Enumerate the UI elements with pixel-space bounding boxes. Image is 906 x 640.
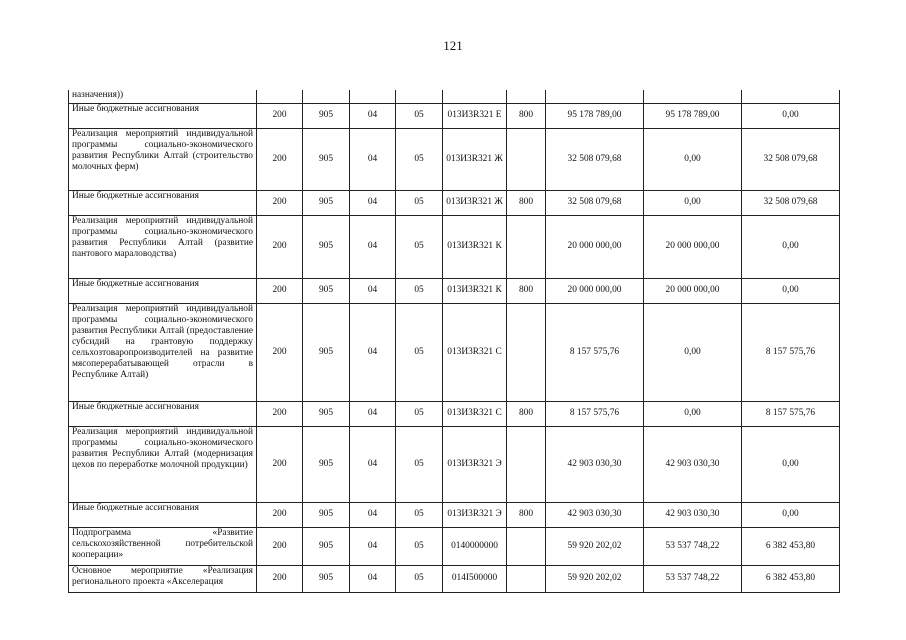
cell-pr: 05 bbox=[396, 215, 443, 278]
cell-total: 8 157 575,76 bbox=[546, 303, 644, 401]
cell-vr bbox=[507, 215, 546, 278]
cell-rz: 04 bbox=[350, 215, 396, 278]
cell-ved: 905 bbox=[303, 190, 350, 215]
cell-name: Подпрограмма «Развитие сельскохозяйственной потребительской кооперации» bbox=[69, 527, 257, 565]
cell-vr bbox=[507, 303, 546, 401]
cell-total: 42 903 030,30 bbox=[546, 502, 644, 527]
table-row bbox=[69, 426, 840, 502]
cell-admin: 200 bbox=[257, 527, 303, 565]
cell-total: 8 157 575,76 bbox=[546, 401, 644, 426]
cell-vr bbox=[507, 527, 546, 565]
cell-admin: 200 bbox=[257, 565, 303, 592]
cell-name: назначения)) bbox=[69, 90, 257, 103]
table-row bbox=[69, 90, 840, 103]
cell-ved: 905 bbox=[303, 128, 350, 190]
cell-csr: 013И3R321 Э bbox=[443, 426, 507, 502]
cell-admin: 200 bbox=[257, 103, 303, 128]
cell-ved: 905 bbox=[303, 527, 350, 565]
cell-amount-1: 42 903 030,30 bbox=[644, 502, 742, 527]
cell-total: 20 000 000,00 bbox=[546, 278, 644, 303]
cell-total: 20 000 000,00 bbox=[546, 215, 644, 278]
cell-csr: 013И3R321 Е bbox=[443, 103, 507, 128]
cell-ved: 905 bbox=[303, 565, 350, 592]
cell-amount-1: 20 000 000,00 bbox=[644, 215, 742, 278]
cell-pr bbox=[396, 90, 443, 103]
cell-rz: 04 bbox=[350, 103, 396, 128]
cell-rz: 04 bbox=[350, 190, 396, 215]
cell-vr: 800 bbox=[507, 103, 546, 128]
cell-amount-2: 6 382 453,80 bbox=[742, 565, 840, 592]
table-row bbox=[69, 527, 840, 565]
cell-amount-2: 32 508 079,68 bbox=[742, 190, 840, 215]
cell-vr bbox=[507, 426, 546, 502]
cell-csr: 013И3R321 К bbox=[443, 278, 507, 303]
cell-pr: 05 bbox=[396, 190, 443, 215]
table-body bbox=[69, 90, 840, 592]
cell-csr: 014I500000 bbox=[443, 565, 507, 592]
cell-pr: 05 bbox=[396, 278, 443, 303]
cell-amount-1: 53 537 748,22 bbox=[644, 565, 742, 592]
table-row bbox=[69, 401, 840, 426]
cell-amount-2: 8 157 575,76 bbox=[742, 303, 840, 401]
cell-rz: 04 bbox=[350, 426, 396, 502]
cell-name: Реализация мероприятий индивидуальной программы социально-экономического развития Республики Алтай (предоставление субсидий на грантовую поддержку сельхозтоваропроизводителей на развитие мясоперерабатывающей отрасли в Республике Алтай) bbox=[69, 303, 257, 401]
cell-amount-2: 0,00 bbox=[742, 215, 840, 278]
cell-amount-2: 0,00 bbox=[742, 426, 840, 502]
cell-name: Иные бюджетные ассигнования bbox=[69, 190, 257, 215]
cell-csr: 013И3R321 С bbox=[443, 401, 507, 426]
cell-pr: 05 bbox=[396, 527, 443, 565]
cell-name: Иные бюджетные ассигнования bbox=[69, 401, 257, 426]
cell-csr: 013И3R321 Э bbox=[443, 502, 507, 527]
cell-pr: 05 bbox=[396, 502, 443, 527]
cell-amount-2: 0,00 bbox=[742, 103, 840, 128]
cell-total: 59 920 202,02 bbox=[546, 527, 644, 565]
cell-admin: 200 bbox=[257, 278, 303, 303]
cell-vr bbox=[507, 128, 546, 190]
table-row bbox=[69, 190, 840, 215]
cell-csr: 013И3R321 К bbox=[443, 215, 507, 278]
cell-pr: 05 bbox=[396, 401, 443, 426]
cell-rz: 04 bbox=[350, 128, 396, 190]
cell-ved: 905 bbox=[303, 426, 350, 502]
cell-ved: 905 bbox=[303, 103, 350, 128]
cell-amount-1: 95 178 789,00 bbox=[644, 103, 742, 128]
cell-vr bbox=[507, 90, 546, 103]
cell-admin: 200 bbox=[257, 401, 303, 426]
cell-csr: 013И3R321 С bbox=[443, 303, 507, 401]
cell-amount-1: 42 903 030,30 bbox=[644, 426, 742, 502]
cell-pr: 05 bbox=[396, 303, 443, 401]
cell-admin: 200 bbox=[257, 190, 303, 215]
cell-amount-1: 0,00 bbox=[644, 401, 742, 426]
cell-rz bbox=[350, 90, 396, 103]
table-row bbox=[69, 565, 840, 592]
budget-table bbox=[68, 90, 840, 593]
cell-rz: 04 bbox=[350, 565, 396, 592]
cell-admin: 200 bbox=[257, 502, 303, 527]
cell-name: Реализация мероприятий индивидуальной программы социально-экономического развития Республики Алтай (модернизация цехов по переработке молочной продукции) bbox=[69, 426, 257, 502]
cell-vr: 800 bbox=[507, 502, 546, 527]
cell-vr: 800 bbox=[507, 190, 546, 215]
cell-pr: 05 bbox=[396, 565, 443, 592]
cell-vr: 800 bbox=[507, 401, 546, 426]
cell-admin: 200 bbox=[257, 426, 303, 502]
cell-name: Иные бюджетные ассигнования bbox=[69, 502, 257, 527]
cell-total: 42 903 030,30 bbox=[546, 426, 644, 502]
cell-pr: 05 bbox=[396, 426, 443, 502]
cell-total: 59 920 202,02 bbox=[546, 565, 644, 592]
cell-ved: 905 bbox=[303, 215, 350, 278]
cell-csr bbox=[443, 90, 507, 103]
page-number: 121 bbox=[443, 38, 463, 53]
cell-name: Реализация мероприятий индивидуальной программы социально-экономического развития Республики Алтай (строительство молочных ферм) bbox=[69, 128, 257, 190]
cell-amount-2: 0,00 bbox=[742, 502, 840, 527]
cell-total: 32 508 079,68 bbox=[546, 128, 644, 190]
cell-amount-1 bbox=[644, 90, 742, 103]
cell-total bbox=[546, 90, 644, 103]
table-row bbox=[69, 303, 840, 401]
table-row bbox=[69, 128, 840, 190]
cell-name: Реализация мероприятий индивидуальной программы социально-экономического развития Республики Алтай (развитие пантового мараловодства) bbox=[69, 215, 257, 278]
cell-name: Иные бюджетные ассигнования bbox=[69, 103, 257, 128]
cell-amount-2: 0,00 bbox=[742, 278, 840, 303]
cell-total: 95 178 789,00 bbox=[546, 103, 644, 128]
cell-ved bbox=[303, 90, 350, 103]
cell-total: 32 508 079,68 bbox=[546, 190, 644, 215]
table-row bbox=[69, 502, 840, 527]
cell-ved: 905 bbox=[303, 401, 350, 426]
cell-amount-1: 0,00 bbox=[644, 128, 742, 190]
cell-amount-1: 20 000 000,00 bbox=[644, 278, 742, 303]
cell-name: Иные бюджетные ассигнования bbox=[69, 278, 257, 303]
cell-rz: 04 bbox=[350, 278, 396, 303]
table-row bbox=[69, 278, 840, 303]
cell-amount-2: 8 157 575,76 bbox=[742, 401, 840, 426]
cell-rz: 04 bbox=[350, 401, 396, 426]
cell-rz: 04 bbox=[350, 303, 396, 401]
cell-vr: 800 bbox=[507, 278, 546, 303]
cell-csr: 013И3R321 Ж bbox=[443, 190, 507, 215]
cell-amount-1: 53 537 748,22 bbox=[644, 527, 742, 565]
cell-ved: 905 bbox=[303, 303, 350, 401]
cell-vr bbox=[507, 565, 546, 592]
cell-amount-2: 32 508 079,68 bbox=[742, 128, 840, 190]
cell-pr: 05 bbox=[396, 128, 443, 190]
table-row bbox=[69, 103, 840, 128]
table-row bbox=[69, 215, 840, 278]
cell-pr: 05 bbox=[396, 103, 443, 128]
cell-amount-1: 0,00 bbox=[644, 190, 742, 215]
cell-csr: 013И3R321 Ж bbox=[443, 128, 507, 190]
cell-name: Основное мероприятие «Реализация регионального проекта «Акселерация bbox=[69, 565, 257, 592]
cell-ved: 905 bbox=[303, 278, 350, 303]
cell-csr: 0140000000 bbox=[443, 527, 507, 565]
cell-admin bbox=[257, 90, 303, 103]
cell-amount-1: 0,00 bbox=[644, 303, 742, 401]
cell-admin: 200 bbox=[257, 128, 303, 190]
cell-amount-2 bbox=[742, 90, 840, 103]
cell-rz: 04 bbox=[350, 527, 396, 565]
cell-admin: 200 bbox=[257, 303, 303, 401]
cell-admin: 200 bbox=[257, 215, 303, 278]
cell-ved: 905 bbox=[303, 502, 350, 527]
cell-rz: 04 bbox=[350, 502, 396, 527]
cell-amount-2: 6 382 453,80 bbox=[742, 527, 840, 565]
